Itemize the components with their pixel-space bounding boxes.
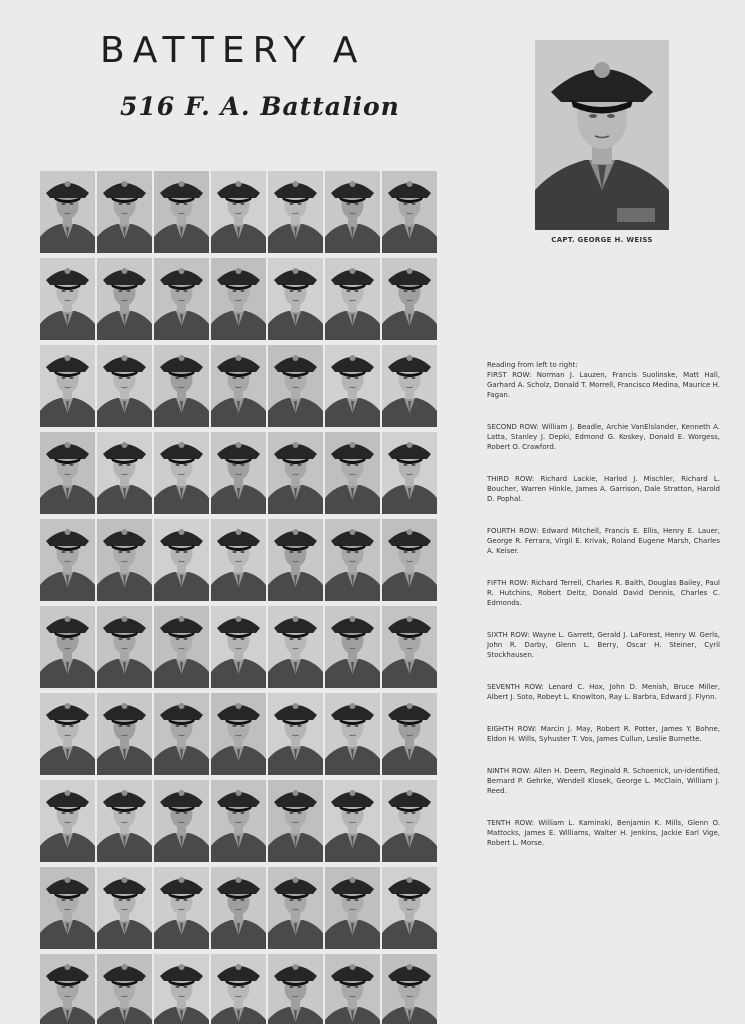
page-title: BATTERY A: [100, 30, 366, 71]
soldier-portrait: [325, 258, 380, 340]
soldier-portrait: [382, 780, 437, 862]
soldier-portrait: [211, 867, 266, 949]
soldier-portrait: [382, 606, 437, 688]
soldier-portrait: [268, 519, 323, 601]
soldier-portrait: [97, 867, 152, 949]
portrait-row: [40, 606, 439, 688]
soldier-portrait: [211, 606, 266, 688]
soldier-portrait: [211, 519, 266, 601]
soldier-portrait: [97, 519, 152, 601]
portrait-row: [40, 171, 439, 253]
soldier-portrait: [97, 693, 152, 775]
caption-row-10: TENTH ROW: William L. Kaminski, Benjamin K. Mills, Glenn O. Mattocks, James E. Williams, Walter H. Jenkins, Jackie Earl Vige, Robert L. Morse.: [487, 819, 720, 847]
soldier-portrait: [268, 171, 323, 253]
soldier-portrait: [97, 780, 152, 862]
soldier-portrait: [211, 954, 266, 1024]
soldier-portrait: [382, 432, 437, 514]
page-subtitle: 516 F. A. Battalion: [120, 92, 400, 121]
soldier-portrait: [97, 432, 152, 514]
captain-caption: CAPT. GEORGE H. WEISS: [551, 236, 653, 244]
soldier-portrait: [97, 345, 152, 427]
soldier-portrait: [97, 171, 152, 253]
portrait-row: [40, 693, 439, 775]
soldier-portrait: [325, 432, 380, 514]
soldier-portrait: [154, 171, 209, 253]
caption-row-2: SECOND ROW: William J. Beadle, Archie VanElslander, Kenneth A. Latta, Stanley J. Depki, Edmond G. Koskey, Donald E. Worgess, Robert O. Crawford.: [487, 423, 720, 451]
portrait-row: [40, 345, 439, 427]
portrait-row: [40, 519, 439, 601]
soldier-portrait: [268, 432, 323, 514]
soldier-portrait: [40, 345, 95, 427]
soldier-portrait: [382, 258, 437, 340]
soldier-portrait: [154, 345, 209, 427]
soldier-portrait: [268, 693, 323, 775]
captions-intro: Reading from left to right:: [487, 361, 578, 369]
soldier-portrait: [325, 171, 380, 253]
soldier-portrait: [325, 954, 380, 1024]
soldier-portrait: [268, 345, 323, 427]
soldier-portrait: [382, 171, 437, 253]
soldier-portrait: [154, 258, 209, 340]
soldier-portrait: [40, 780, 95, 862]
soldier-portrait: [40, 432, 95, 514]
soldier-portrait: [97, 954, 152, 1024]
portrait-row: [40, 867, 439, 949]
soldier-portrait: [325, 780, 380, 862]
caption-row-1: FIRST ROW: Norman J. Lauzen, Francis Suolinske, Matt Hall, Garhard A. Scholz, Donald T. Morrell, Francisco Medina, Maurice H. Fagan.: [487, 371, 720, 399]
soldier-portrait: [325, 693, 380, 775]
caption-row-3: THIRD ROW: Richard Lackie, Harlod J. Mischler, Richard L. Boucher, Warren Hinkle, James A. Garrison, Dale Stratton, Harold D. Pophal.: [487, 475, 720, 503]
soldier-portrait: [211, 171, 266, 253]
soldier-portrait: [382, 345, 437, 427]
soldier-portrait: [40, 954, 95, 1024]
soldier-portrait: [211, 258, 266, 340]
soldier-portrait: [154, 780, 209, 862]
portrait-grid: [40, 171, 439, 1024]
soldier-portrait: [211, 432, 266, 514]
soldier-portrait: [154, 519, 209, 601]
captain-portrait: [535, 40, 669, 230]
caption-row-6: SIXTH ROW: Wayne L. Garrett, Gerald J. LaForest, Henry W. Gerls, John R. Darby, Glenn L. Berry, Oscar H. Steiner, Cyril Stockhausen.: [487, 631, 720, 659]
caption-row-8: EIGHTH ROW: Marcin J. May, Robert R. Potter, James Y. Bohne, Eldon H. Wills, Syhuster T. Vos, James Cullun, Leslie Burnette.: [487, 725, 720, 743]
soldier-portrait: [268, 780, 323, 862]
soldier-portrait: [268, 606, 323, 688]
caption-row-5: FIFTH ROW: Richard Terrell, Charles R. Baith, Douglas Bailey, Paul R. Hutchins, Robert Deitz, Donald David Dennis, Charles C. Edmonds.: [487, 579, 720, 607]
soldier-portrait: [211, 780, 266, 862]
name-captions: [487, 360, 720, 870]
soldier-portrait: [382, 519, 437, 601]
soldier-portrait: [97, 258, 152, 340]
soldier-portrait: [382, 693, 437, 775]
soldier-portrait: [268, 258, 323, 340]
portrait-row: [40, 258, 439, 340]
soldier-portrait: [40, 867, 95, 949]
soldier-portrait: [382, 867, 437, 949]
soldier-portrait: [268, 954, 323, 1024]
soldier-portrait: [40, 519, 95, 601]
soldier-portrait: [40, 171, 95, 253]
soldier-portrait: [154, 693, 209, 775]
soldier-portrait: [325, 606, 380, 688]
soldier-portrait: [40, 258, 95, 340]
soldier-portrait: [154, 432, 209, 514]
soldier-portrait: [211, 693, 266, 775]
soldier-portrait: [154, 867, 209, 949]
soldier-portrait: [268, 867, 323, 949]
soldier-portrait: [40, 693, 95, 775]
caption-row-4: FOURTH ROW: Edward Mitchell, Francis E. Ellis, Henry E. Lauer, George R. Ferrara, Virgil E. Krivak, Roland Eugene Marsh, Charles A. Keiser.: [487, 527, 720, 555]
soldier-portrait: [325, 867, 380, 949]
soldier-portrait: [40, 606, 95, 688]
soldier-portrait: [325, 345, 380, 427]
soldier-portrait: [382, 954, 437, 1024]
soldier-portrait: [154, 606, 209, 688]
caption-row-9: NINTH ROW: Allen H. Deem, Reginald R. Schoenick, un-identified, Bernard P. Gehrke, Wendell Klosek, George L. McClain, William J. Reed.: [487, 767, 720, 795]
soldier-portrait: [154, 954, 209, 1024]
portrait-row: [40, 432, 439, 514]
soldier-portrait: [211, 345, 266, 427]
caption-row-7: SEVENTH ROW: Lenard C. Hox, John D. Menish, Bruce Miller, Albert J. Soto, Robeyt L. Knowlton, Ray L. Barbra, Edward J. Flynn.: [487, 683, 720, 701]
soldier-portrait: [97, 606, 152, 688]
portrait-row: [40, 780, 439, 862]
soldier-portrait: [325, 519, 380, 601]
portrait-row: [40, 954, 439, 1024]
